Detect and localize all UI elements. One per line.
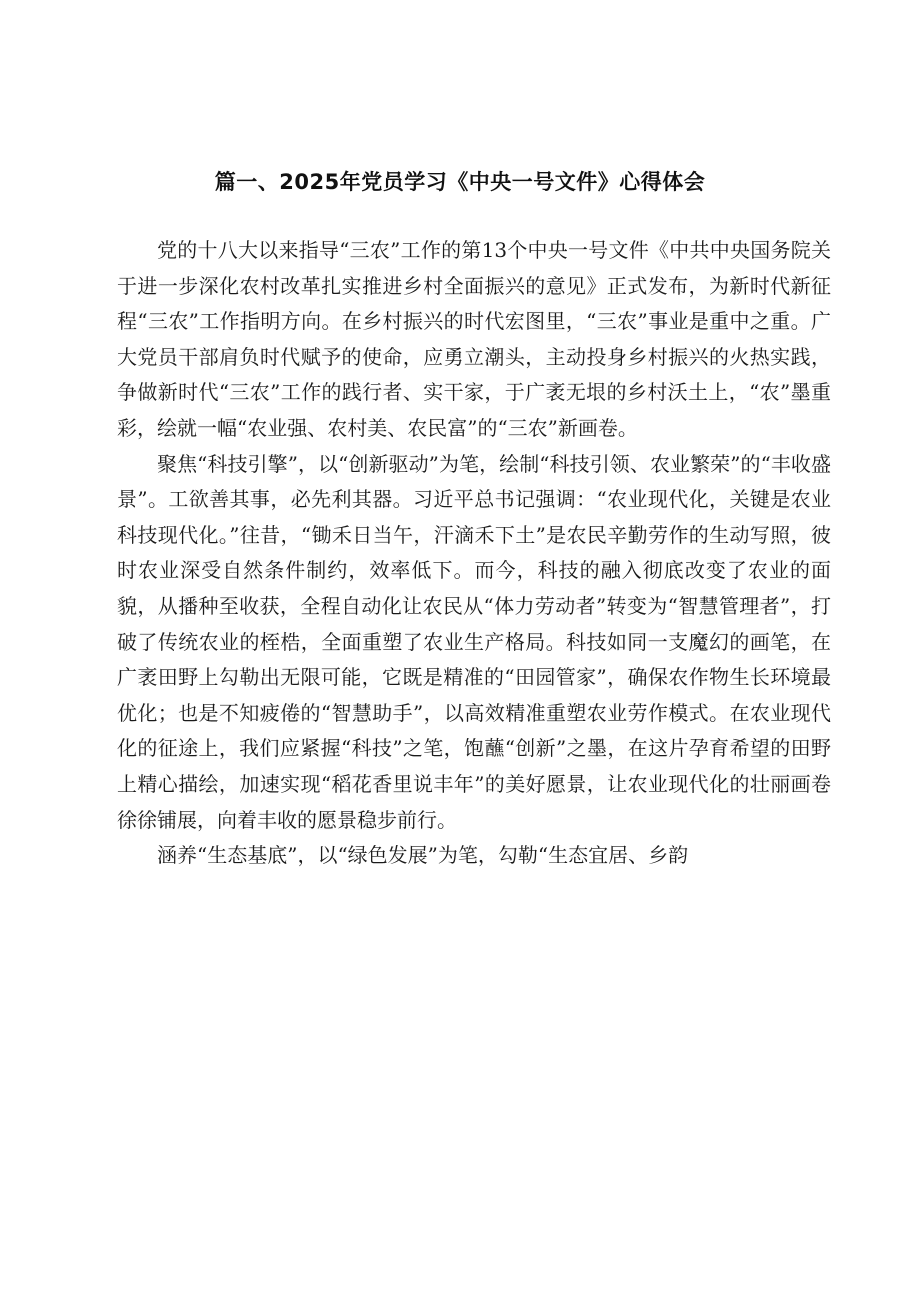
paragraph: 聚焦“科技引擎”，以“创新驱动”为笔，绘制“科技引领、农业繁荣”的“丰收盛景”。工欲善其事，必先利其器。习近平总书记强调：“农业现代化，关键是农业科技现代化。”往昔，“锄禾日当午，汗滴禾下土”是农民辛勤劳作的生动写照，彼时农业深受自然条件制约，效率低下。而今，科技的融入彻底改变了农业的面貌，从播种至收获，全程自动化让农民从“体力劳动者”转变为“智慧管理者”，打破了传统农业的桎梏，全面重塑了农业生产格局。科技如同一支魔幻的画笔，在广袤田野上勾勒出无限可能，它既是精准的“田园管家”，确保农作物生长环境最优化；也是不知疲倦的“智慧助手”，以高效精准重塑农业劳作模式。在农业现代化的征途上，我们应紧握“科技”之笔，饱蘸“创新”之墨，在这片孕育希望的田野上精心描绘，加速实现“稻花香里说丰年”的美好愿景，让农业现代化的壮丽画卷徐徐铺展，向着丰收的愿景稳步前行。 [117,451,831,832]
document-title: 篇一、2025年党员学习《中央一号文件》心得体会 [214,170,706,194]
paragraph: 涵养“生态基底”，以“绿色发展”为笔，勾勒“生态宜居、乡韵 [157,843,689,868]
paragraph: 党的十八大以来指导“三农”工作的第13个中央一号文件《中共中央国务院关于进一步深化农村改革扎实推进乡村全面振兴的意见》正式发布，为新时代新征程“三农”工作指明方向。在乡村振兴的时代宏图里，“三农”事业是重中之重。广大党员干部肩负时代赋予的使命，应勇立潮头，主动投身乡村振兴的火热实践，争做新时代“三农”工作的践行者、实干家，于广袤无垠的乡村沃土上，“农”墨重彩，绘就一幅“农业强、农村美、农民富”的“三农”新画卷。 [117,238,831,440]
document-body [117,233,831,874]
